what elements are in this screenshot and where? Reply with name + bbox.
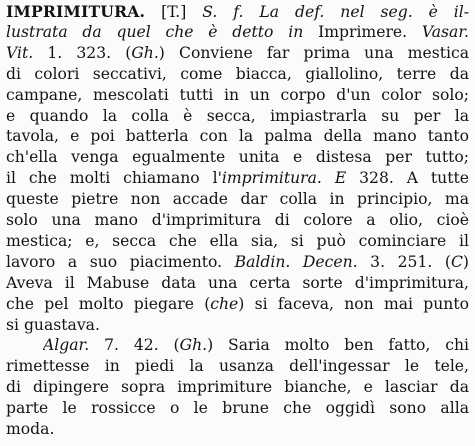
quotation-text: rimettesse in piedi la usanza dell'ingessar le tele, <box>6 357 469 376</box>
quotation-text: solo una mano d'imprimitura di colore a olio, cioè <box>6 211 469 229</box>
entry-line-6 <box>6 106 469 127</box>
source-tag: [T.] <box>145 3 203 21</box>
quotation-text: il che molti chiamano l' <box>6 169 222 188</box>
quotation-text: ) Saria molto ben fatto, chi <box>207 336 469 355</box>
citation-ref-close: ) <box>462 252 469 271</box>
citation-source: C <box>450 252 463 271</box>
quotation-text: e quando la colla è secca, impiastrarla su per la <box>6 106 469 125</box>
definition-text: S. f. La def. nel seg. è il- <box>202 3 469 21</box>
entry-line-19 <box>6 377 469 398</box>
quotation-text: si guastava. <box>6 315 100 334</box>
quotation-text: tavola, e poi batterla con la palma della mano tanto <box>6 127 469 146</box>
citation-source: Gh. <box>179 336 208 355</box>
entry-line-1 <box>6 1 469 22</box>
term-emphasis: imprimitura. <box>221 169 322 188</box>
citation-author: Baldin. Decen. <box>234 252 358 271</box>
citation-ref: 7. 42. ( <box>89 336 180 355</box>
entry-line-3 <box>6 43 469 64</box>
entry-line-15 <box>6 294 469 315</box>
entry-line-9 <box>6 168 469 189</box>
quotation-text: di colori seccativi, come biacca, giallolino, terre da <box>6 64 469 83</box>
quotation-text: parte le rossicce o le brune che oggidì sono alla <box>6 399 469 418</box>
entry-line-16 <box>6 315 469 336</box>
citation-work: Vit. <box>6 43 34 62</box>
entry-line-14 <box>6 273 469 294</box>
entry-line-13 <box>6 252 469 273</box>
entry-line-8 <box>6 147 469 168</box>
entry-line-20 <box>6 398 469 419</box>
definition-text: lustrata da quel che è detto in <box>6 22 319 41</box>
entry-line-17 <box>43 335 469 356</box>
entry-line-18 <box>6 356 469 377</box>
citation-author: Algar. <box>43 336 90 355</box>
entry-line-12 <box>6 231 469 252</box>
headword: IMPRIMITURA. <box>6 2 146 21</box>
entry-line-11 <box>6 210 469 231</box>
term-emphasis: che <box>210 294 239 313</box>
entry-line-10 <box>6 189 469 210</box>
quotation-text: ) si faceva, non mai punto <box>238 294 469 313</box>
quotation-text: di dipingere sopra imprimiture bianche, e lasciar da <box>6 378 469 397</box>
quotation-text: mestica; e, secca che ella sia, si può cominciare il <box>6 231 469 250</box>
entry-line-7 <box>6 126 469 147</box>
entry-line-2 <box>6 22 469 43</box>
entry-line-21 <box>6 419 469 440</box>
quotation-text: Aveva il Mabuse data una certa sorte d'imprimitura, <box>6 273 469 292</box>
citation-source: Gh. <box>131 43 159 62</box>
quotation-text: moda. <box>6 420 55 438</box>
citation-author: Vasar. <box>421 22 469 41</box>
spacer-text <box>322 169 335 187</box>
entry-line-4 <box>6 64 469 85</box>
quotation-text: lavoro a suo piacimento. <box>6 252 235 271</box>
quotation-text: campane, mescolati tutti in un corpo d'un color solo; <box>6 85 469 104</box>
citation-ref: 328. A tutte <box>346 169 469 188</box>
cross-reference: Imprimere. <box>318 22 422 41</box>
quotation-text: ) Conviene far prima una mestica <box>158 43 469 62</box>
citation-work: E <box>334 169 347 188</box>
quotation-text: queste pietre non accade dar colla in principio, ma <box>6 190 469 209</box>
entry-line-5 <box>6 85 469 106</box>
quotation-text: ch'ella venga egualmente unita e distesa per tutto; <box>6 148 469 167</box>
citation-ref: 3. 251. ( <box>357 252 451 271</box>
quotation-text: che pel molto piegare ( <box>6 294 211 313</box>
citation-ref: 1. 323. ( <box>33 43 132 62</box>
